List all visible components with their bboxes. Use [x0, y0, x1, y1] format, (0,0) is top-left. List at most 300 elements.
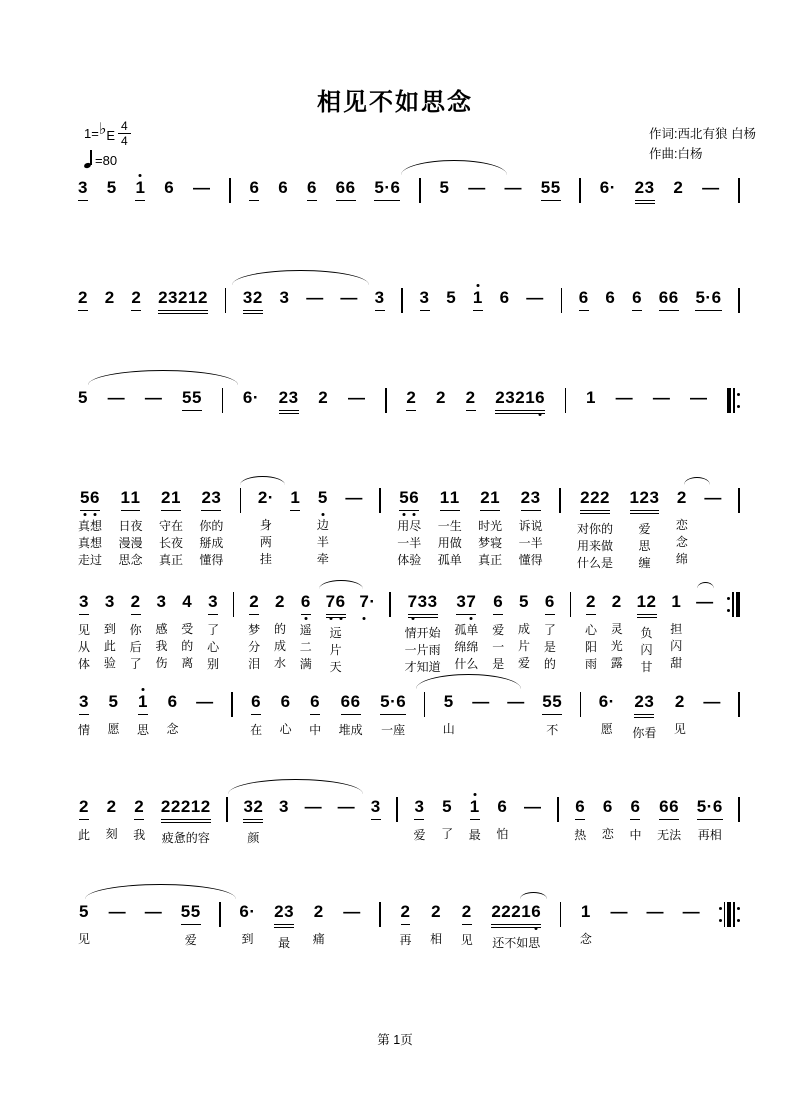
note-token	[600, 178, 616, 200]
note-figures	[208, 592, 218, 615]
note-token	[399, 902, 411, 949]
barline-thin	[233, 592, 235, 618]
note-digit: 5	[318, 488, 328, 508]
note-token	[690, 388, 708, 410]
lyric-syllable: 负	[640, 626, 653, 640]
note-digit: 5	[519, 592, 529, 611]
note-digit: 3	[156, 592, 167, 611]
tempo-marking	[84, 148, 131, 168]
note-digit: 7	[408, 592, 418, 612]
barline-thin	[557, 797, 559, 823]
repeat-dot	[719, 919, 722, 922]
note-token	[632, 692, 656, 742]
note-token	[207, 592, 219, 673]
lyric-syllable: 不	[546, 723, 559, 737]
repeat-dot	[727, 609, 730, 612]
note-digit: 4	[182, 592, 193, 611]
note-digit: 5	[540, 178, 551, 197]
note-token	[580, 902, 592, 948]
note-token	[579, 288, 589, 311]
note-token	[133, 797, 145, 844]
note-digit: 3	[530, 488, 541, 507]
lyric-syllable: 挂	[259, 552, 272, 566]
note-figures	[318, 488, 328, 510]
note-token	[137, 692, 149, 739]
note-digit: 6	[669, 797, 680, 816]
barline-thin	[226, 797, 228, 822]
barline-thin	[240, 488, 242, 513]
note-digit: 3	[374, 288, 385, 307]
note-token	[279, 388, 299, 414]
note-token	[196, 692, 214, 738]
note-figures	[307, 178, 317, 201]
note-digit: 6	[340, 692, 351, 711]
note-figures	[305, 797, 323, 819]
lyric-syllable: 怕	[496, 827, 509, 841]
note-figures	[156, 592, 166, 614]
note-figures	[134, 797, 144, 820]
lyric-syllable	[152, 931, 155, 948]
note-figures	[440, 178, 450, 200]
barline-thin	[733, 902, 735, 927]
note-digit: —	[682, 902, 701, 921]
barline-thin	[379, 902, 381, 927]
note-figures	[647, 902, 665, 924]
note-figures	[107, 797, 117, 819]
note-figures	[131, 592, 141, 615]
quarter-note-icon	[84, 150, 93, 168]
lyric-syllable: 什么是	[577, 556, 614, 570]
note-token	[300, 592, 312, 673]
lyric-syllable: 了	[441, 827, 454, 841]
barline-thin	[738, 178, 740, 204]
note-digit: 2	[676, 488, 687, 507]
note-digit: 6	[535, 388, 545, 408]
music-system	[78, 178, 740, 204]
lyric-syllable: 到	[241, 932, 254, 946]
barline-thin	[738, 288, 740, 313]
note-figures	[338, 797, 356, 819]
note-digit: 2	[200, 797, 211, 816]
note-figures	[444, 692, 454, 714]
meter-numerator: 4	[118, 120, 131, 134]
note-token	[616, 388, 634, 410]
lyric-syllable: 牵	[316, 552, 329, 566]
note-figures	[326, 592, 346, 618]
note-digit: —	[696, 592, 714, 611]
octave-dot-above	[139, 174, 142, 177]
note-digit: 6	[336, 592, 346, 612]
note-digit: 1	[135, 178, 145, 198]
note-digit: 1	[470, 797, 480, 817]
barline-thin	[385, 388, 387, 413]
note-token	[199, 488, 223, 569]
note-digit: 6	[306, 178, 317, 197]
repeat-dot	[737, 393, 740, 396]
lyric-syllable	[294, 518, 297, 535]
lyric-syllable	[350, 931, 353, 948]
note-digit: 5	[180, 902, 191, 921]
lyric-syllable	[366, 621, 369, 638]
note-digit: 6	[278, 178, 289, 197]
note-figures	[79, 592, 89, 615]
note-digit: 6	[499, 288, 510, 307]
note-token	[318, 388, 328, 410]
note-digit: 2	[590, 488, 601, 507]
note-digit: —	[107, 388, 126, 407]
note-digit: 1	[629, 488, 640, 507]
note-digit: 1	[473, 288, 483, 308]
lyric-syllable: 甘	[640, 660, 653, 674]
note-token	[78, 288, 88, 311]
note-figures	[673, 178, 683, 200]
lyric-syllable: 两	[259, 535, 272, 549]
note-figures	[683, 902, 701, 924]
note-figures	[343, 902, 361, 924]
note-token	[243, 288, 263, 314]
note-figures	[690, 388, 708, 410]
barline-thin	[579, 178, 581, 204]
note-digit: 5	[192, 388, 202, 407]
lyric-syllable: 在	[250, 723, 263, 737]
barline-thin	[560, 902, 562, 927]
note-digit: 2	[79, 797, 89, 816]
slur-arc	[401, 160, 507, 175]
note-token	[438, 488, 462, 569]
note-digit: 1	[525, 388, 536, 407]
note-digit: 1	[138, 692, 148, 712]
note-digit: 6	[668, 288, 679, 307]
lyric-syllable: 刻	[105, 827, 118, 841]
note-figures	[542, 692, 562, 715]
note-token	[348, 388, 366, 410]
note-digit: 2	[634, 178, 645, 197]
note-token	[574, 797, 586, 844]
note-digit: 1	[580, 902, 591, 921]
lyric-syllable: 的	[181, 639, 194, 653]
key-signature	[84, 120, 131, 146]
music-system	[78, 388, 740, 414]
barline-thin	[733, 388, 735, 413]
note-figures	[616, 388, 634, 410]
lyric-syllable: 闪	[640, 643, 653, 657]
repeat-dot	[727, 597, 730, 600]
note-digit: 2	[580, 488, 591, 507]
lyric-syllable: 水	[273, 656, 286, 670]
note-digit: 5	[80, 488, 90, 508]
lyric-syllable: 验	[103, 656, 116, 670]
note-figures	[314, 902, 324, 924]
lyric-syllable	[479, 721, 482, 738]
barline-thin	[401, 288, 403, 314]
note-figures	[599, 692, 615, 714]
note-token	[274, 902, 294, 952]
barline-thin	[559, 488, 561, 513]
note-digit: 2	[130, 592, 141, 611]
barline-thin	[580, 692, 582, 717]
note-digit: 6	[578, 288, 589, 307]
octave-dot-below	[93, 513, 96, 516]
note-figures	[251, 692, 261, 715]
octave-dot-above	[473, 793, 476, 796]
note-digit: ·	[252, 388, 259, 407]
note-token	[161, 797, 211, 847]
note-token	[397, 488, 421, 569]
lyric-syllable	[654, 931, 657, 948]
note-figures	[274, 902, 294, 928]
note-digit: 2	[611, 592, 622, 611]
note-token	[164, 178, 174, 200]
lyric-syllable: 露	[610, 656, 623, 670]
note-token	[519, 488, 543, 569]
note-token	[441, 797, 453, 843]
note-figures	[600, 178, 616, 200]
note-token	[697, 797, 723, 844]
lyric-syllable: 片	[329, 643, 342, 657]
lyric-syllable: 真想	[78, 536, 103, 550]
note-digit: ·	[706, 797, 713, 816]
music-system	[78, 592, 740, 676]
note-figures	[420, 288, 430, 311]
note-figures	[524, 797, 542, 819]
note-digit: 3	[419, 288, 430, 307]
lyric-syllable	[710, 721, 713, 738]
note-figures	[545, 592, 555, 615]
barline-thin	[561, 288, 563, 314]
lyric-syllable: 担	[670, 622, 683, 636]
note-token	[104, 592, 116, 672]
meter-denominator: 4	[121, 133, 128, 148]
note-token	[544, 592, 556, 673]
note-token	[430, 902, 442, 948]
note-digit: —	[646, 902, 665, 921]
note-token	[496, 797, 508, 843]
note-digit: —	[343, 902, 361, 921]
lyric-syllable: 别	[207, 657, 220, 671]
barline-thin	[229, 178, 231, 203]
lyric-syllable	[703, 655, 706, 672]
lyric-syllable: 用来做	[577, 539, 614, 553]
lyric-syllable: 梦	[248, 623, 261, 637]
note-digit: 2	[400, 902, 411, 921]
lyric-syllable: 我	[155, 639, 168, 653]
note-token	[674, 692, 686, 738]
note-token	[181, 902, 201, 949]
note-token	[248, 592, 260, 673]
note-token	[313, 902, 325, 948]
lyric-syllable: 痛	[312, 932, 325, 946]
barline-thin	[570, 592, 572, 617]
octave-dot-below	[304, 617, 307, 620]
lyric-syllable: 此	[103, 639, 116, 653]
lyric-syllable: 天	[329, 660, 342, 674]
note-token	[135, 178, 145, 201]
note-token	[542, 692, 562, 739]
note-digit: 5	[182, 388, 192, 407]
lyric-syllable: 灵	[610, 622, 623, 636]
note-figures	[659, 288, 679, 311]
note-figures	[704, 488, 722, 510]
note-digit: 6	[599, 178, 610, 197]
note-token	[181, 592, 193, 672]
note-token	[473, 288, 483, 311]
note-digit: 5	[443, 692, 454, 711]
note-digit: 6	[90, 488, 100, 508]
note-digit: ·	[267, 488, 274, 507]
note-digit: 2	[278, 388, 289, 407]
barline-thin	[565, 388, 567, 414]
note-digit: —	[523, 797, 542, 816]
note-figures	[310, 692, 320, 715]
note-digit: —	[507, 692, 525, 711]
barline-thin	[738, 488, 740, 513]
note-digit: 6	[544, 592, 555, 611]
lyric-syllable: 心	[279, 722, 292, 736]
note-digit: 6	[239, 902, 250, 921]
barline-thin	[225, 288, 227, 314]
note-digit: 5	[108, 692, 119, 711]
note-digit: 2	[78, 288, 88, 307]
octave-dot-below	[84, 513, 87, 516]
lyric-syllable: 远	[329, 626, 342, 640]
note-digit: 6	[493, 592, 504, 611]
note-figures	[497, 797, 507, 819]
note-digit: —	[347, 388, 366, 407]
note-token	[343, 902, 361, 948]
note-token	[339, 692, 363, 739]
note-figures	[258, 488, 274, 510]
note-figures	[581, 902, 591, 924]
note-token	[371, 797, 381, 844]
lyric-syllable: 边	[316, 518, 329, 532]
note-token	[243, 388, 259, 410]
lyric-syllable: 泪	[248, 657, 261, 671]
note-token	[305, 797, 323, 843]
note-digit: 2	[673, 178, 684, 197]
note-token	[336, 178, 356, 201]
note-digit: 6	[396, 692, 407, 711]
lyric-syllable: 感	[155, 622, 168, 636]
note-digit: 3	[644, 178, 655, 197]
note-digit: ·	[608, 692, 615, 711]
note-digit: 3	[417, 592, 428, 611]
lyric-syllable: 一	[492, 640, 505, 654]
note-token	[345, 488, 363, 568]
note-digit: —	[340, 288, 358, 307]
slur-arc	[88, 370, 238, 385]
note-digit: 1	[120, 488, 131, 507]
note-digit: 2	[275, 592, 285, 611]
note-token	[478, 488, 502, 569]
note-token	[586, 388, 596, 410]
note-digit: 2	[106, 797, 117, 816]
note-token	[577, 488, 613, 572]
page-number: 第 1页	[377, 1033, 413, 1047]
note-token	[78, 388, 88, 410]
lyric-syllable	[703, 638, 706, 655]
lyric-syllable: 一半	[397, 536, 422, 550]
note-digit: 3	[168, 288, 178, 307]
note-figures	[80, 488, 100, 511]
lyric-syllable	[374, 827, 377, 844]
octave-dot-below	[411, 617, 414, 620]
note-digit: 2	[461, 902, 472, 921]
barline-thin	[231, 692, 233, 718]
note-digit: 7	[466, 592, 476, 612]
note-token	[526, 288, 544, 310]
note-digit: 6	[659, 797, 670, 816]
note-digit: 6	[345, 178, 356, 197]
lyric-syllable: 一座	[381, 723, 406, 737]
note-figures	[480, 488, 500, 511]
note-digit: 6	[301, 592, 311, 612]
note-digit: 3	[288, 388, 299, 407]
note-figures	[164, 178, 174, 200]
note-digit: 6	[409, 488, 419, 508]
note-digit: 2	[435, 388, 446, 407]
lyric-syllable: 一生	[437, 519, 462, 533]
barline-thin	[396, 797, 398, 823]
lyric-syllable	[366, 638, 369, 655]
note-figures	[401, 902, 411, 925]
note-figures	[161, 488, 181, 511]
lyric-syllable: 爱	[184, 933, 197, 947]
note-digit: —	[610, 902, 628, 921]
slur-arc	[232, 270, 368, 285]
note-figures	[243, 797, 263, 823]
note-figures	[696, 592, 714, 614]
repeat-dot	[737, 919, 740, 922]
note-token	[472, 692, 490, 738]
note-token	[279, 797, 289, 843]
lyric-syllable	[345, 826, 348, 843]
lyric-syllable: 满	[299, 657, 312, 671]
note-token	[249, 178, 259, 201]
note-token	[610, 902, 628, 948]
note-token	[602, 797, 614, 843]
barline-thin	[225, 288, 227, 313]
octave-dot-below	[539, 413, 542, 416]
note-token	[107, 178, 117, 200]
note-figures	[635, 178, 655, 204]
note-figures	[630, 797, 640, 820]
barline-thin	[724, 902, 726, 927]
lyric-syllable: 成	[518, 622, 531, 636]
lyric-syllable: 用做	[437, 536, 462, 550]
octave-dot-below	[339, 617, 342, 620]
note-figures	[79, 797, 89, 820]
lyric-syllable	[366, 655, 369, 672]
octave-dot-below	[321, 513, 324, 516]
note-figures	[521, 488, 541, 511]
note-figures	[201, 488, 221, 511]
note-figures	[301, 592, 311, 615]
note-figures	[79, 692, 89, 715]
barline-thin	[732, 592, 734, 617]
music-system	[78, 797, 740, 847]
note-token	[78, 488, 102, 569]
note-digit: 2	[465, 388, 476, 407]
barline-thin	[738, 797, 740, 823]
music-system	[78, 288, 740, 314]
note-digit: 2	[180, 797, 191, 816]
note-token	[637, 592, 657, 676]
note-figures	[466, 388, 476, 411]
lyric-syllable	[294, 552, 297, 569]
lyric-syllable: 懂得	[518, 553, 543, 567]
note-digit: 3	[208, 592, 219, 611]
note-digit: 6	[531, 902, 541, 922]
